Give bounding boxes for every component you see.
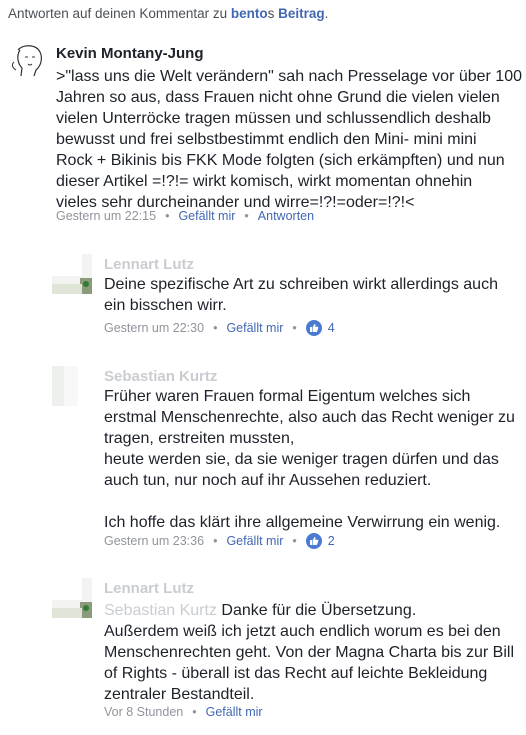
like-button[interactable]: Gefällt mir <box>205 705 263 719</box>
separator-dot: • <box>292 534 297 548</box>
comment-text: Früher waren Frauen formal Eigentum welches sich erstmal Menschenrechte, also auch das Recht weniger zu tragen, erstreiten mussten, heute werden sie, da sie weniger tragen dürfen und das auch tun, nur noch auf ihr Aussehen reduziert. Ich hoffe das klärt ihre allgemeine Verwirrung ein wenig. <box>104 388 515 531</box>
comment-text: >"lass uns die Welt verändern" sah nach Presselage vor über 100 Jahren so aus, dass Frauen nicht ohne Grund die vielen vielen vielen Unterröcke tragen müssen und schlussendlich deshalb bewusst und frei selbstbestimmt endlich den Mini- mini mini Rock + Bikinis bis FKK Mode folgten (sich erkämpften) und nun dieser Artikel =!?!= wirkt komisch, wirkt momentan ohnehin vieles sehr durcheinander und wirre=!?!=oder=!?!< <box>56 68 522 211</box>
comment-author[interactable]: Lennart Lutz <box>104 580 194 597</box>
header-period: . <box>324 6 329 21</box>
comment-time[interactable]: Gestern um 22:15 <box>56 209 157 223</box>
comment-text-first-line <box>104 600 524 621</box>
avatar-sketch-icon[interactable] <box>8 42 48 82</box>
thumbs-up-icon <box>306 320 322 336</box>
reply-button[interactable]: Antworten <box>257 209 315 223</box>
comment-meta <box>56 209 314 223</box>
like-button[interactable]: Gefällt mir <box>226 321 284 335</box>
avatar-photo-icon[interactable] <box>52 578 92 618</box>
post-link[interactable]: Beitrag <box>278 6 325 21</box>
comment-text: Außerdem weiß ich jetzt auch endlich worum es bei den Menschenrechten geht. Von der Magna Charta bis zur Bill of Rights - überall ist das Recht auf leichte Bekleidung zentraler Bestandteil. <box>104 623 515 703</box>
mention-link[interactable]: Sebastian Kurtz <box>104 602 217 619</box>
comment-author[interactable]: Kevin Montany-Jung <box>56 45 204 62</box>
comment-author[interactable]: Sebastian Kurtz <box>104 368 218 385</box>
author-link[interactable]: bento <box>230 6 268 21</box>
like-button[interactable]: Gefällt mir <box>178 209 236 223</box>
separator-dot: • <box>213 534 218 548</box>
comment-time[interactable]: Gestern um 23:36 <box>104 534 205 548</box>
like-button[interactable]: Gefällt mir <box>226 534 284 548</box>
comment-text-first: Danke für die Übersetzung. <box>216 602 417 619</box>
separator-dot: • <box>213 321 218 335</box>
comment-author[interactable]: Lennart Lutz <box>104 256 194 273</box>
header-prefix: Antworten auf deinen Kommentar zu <box>8 6 231 21</box>
comment-meta <box>104 705 263 719</box>
avatar-photo-icon[interactable] <box>52 254 92 294</box>
thumbs-up-icon <box>306 533 322 549</box>
header-possessive: s <box>267 6 279 21</box>
comment-meta <box>104 533 335 549</box>
separator-dot: • <box>292 321 297 335</box>
comment-time[interactable]: Vor 8 Stunden <box>104 705 184 719</box>
separator-dot: • <box>192 705 197 719</box>
notification-header <box>8 6 328 21</box>
separator-dot: • <box>165 209 170 223</box>
comment-text: Deine spezifische Art zu schreiben wirkt allerdings auch ein bisschen wirr. <box>104 276 498 314</box>
comment-time[interactable]: Gestern um 22:30 <box>104 321 205 335</box>
avatar-photo-icon[interactable] <box>52 366 92 406</box>
like-count[interactable]: 4 <box>327 321 335 335</box>
comment-meta <box>104 320 335 336</box>
separator-dot: • <box>244 209 249 223</box>
like-count[interactable]: 2 <box>327 534 335 548</box>
